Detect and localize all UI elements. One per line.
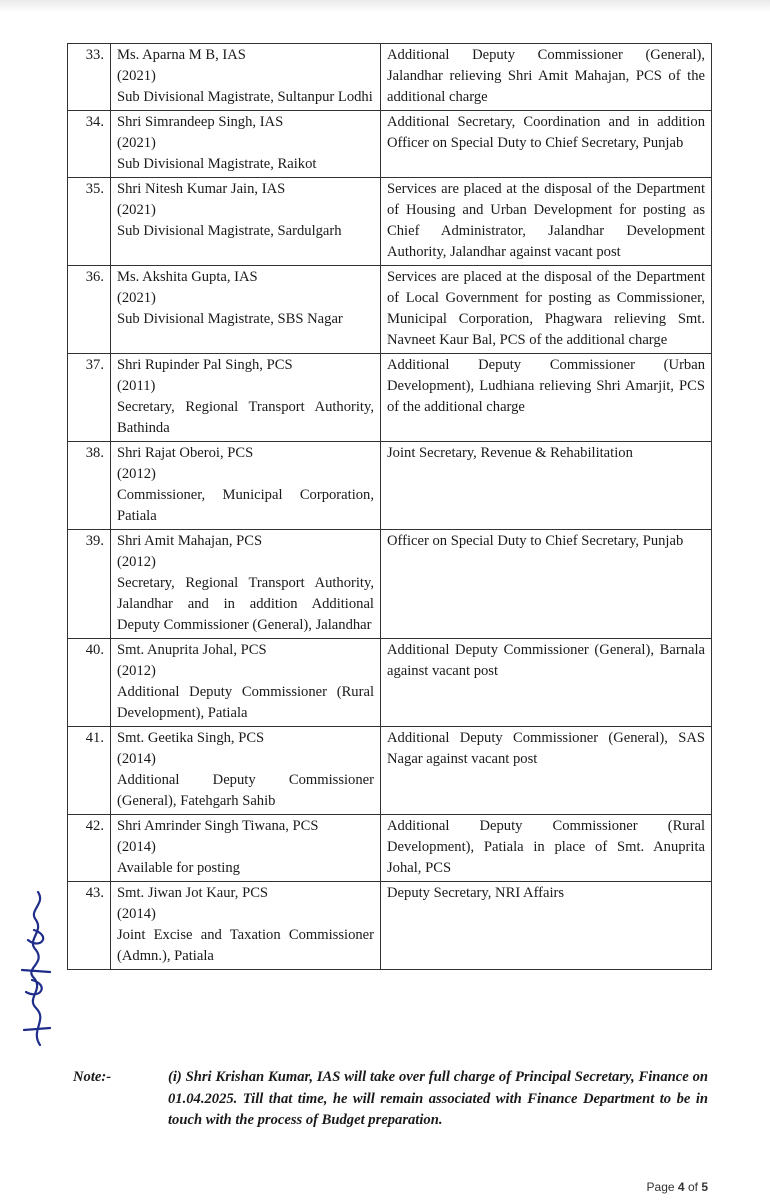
table-row xyxy=(68,442,712,530)
serial-number: 41. xyxy=(68,727,111,815)
current-posting: Commissioner, Municipal Corporation, Patiala xyxy=(117,487,374,524)
officer-batch-year: (2014) xyxy=(117,839,156,855)
new-posting: Additional Secretary, Coordination and in addition Officer on Special Duty to Chief Secretary, Punjab xyxy=(381,111,712,178)
officer-name: Ms. Akshita Gupta, IAS xyxy=(117,269,258,285)
officer-batch-year: (2014) xyxy=(117,751,156,767)
officer-name: Shri Rajat Oberoi, PCS xyxy=(117,445,254,461)
current-posting: Available for posting xyxy=(117,860,240,876)
officer-batch-year: (2021) xyxy=(117,202,156,218)
new-posting: Officer on Special Duty to Chief Secretary, Punjab xyxy=(381,530,712,639)
current-posting: Joint Excise and Taxation Commissioner (Admn.), Patiala xyxy=(117,927,374,964)
page-prefix: Page xyxy=(646,1180,675,1194)
table-row xyxy=(68,639,712,727)
officer-name: Shri Amit Mahajan, PCS xyxy=(117,533,263,549)
table-row xyxy=(68,111,712,178)
serial-number: 40. xyxy=(68,639,111,727)
officer-name: Shri Amrinder Singh Tiwana, PCS xyxy=(117,818,319,834)
officer-name: Shri Rupinder Pal Singh, PCS xyxy=(117,357,293,373)
new-posting: Additional Deputy Commissioner (Urban Development), Ludhiana relieving Shri Amarjit, PCS of the additional charge xyxy=(381,354,712,442)
officer-batch-year: (2021) xyxy=(117,68,156,84)
serial-number: 37. xyxy=(68,354,111,442)
page-total: 5 xyxy=(701,1180,708,1194)
current-posting: Sub Divisional Magistrate, SBS Nagar xyxy=(117,311,343,327)
officer-name: Smt. Geetika Singh, PCS xyxy=(117,730,265,746)
serial-number: 39. xyxy=(68,530,111,639)
new-posting: Additional Deputy Commissioner (General), SAS Nagar against vacant post xyxy=(381,727,712,815)
officer-batch-year: (2012) xyxy=(117,554,156,570)
officer-cell xyxy=(111,111,381,178)
officer-name: Ms. Aparna M B, IAS xyxy=(117,47,246,63)
serial-number: 35. xyxy=(68,178,111,266)
new-posting: Additional Deputy Commissioner (General), Barnala against vacant post xyxy=(381,639,712,727)
new-posting: Deputy Secretary, NRI Affairs xyxy=(381,882,712,970)
scan-edge-shadow xyxy=(0,0,770,12)
table-row xyxy=(68,530,712,639)
officer-cell xyxy=(111,815,381,882)
officer-batch-year: (2021) xyxy=(117,290,156,306)
table-row xyxy=(68,882,712,970)
new-posting: Joint Secretary, Revenue & Rehabilitation xyxy=(381,442,712,530)
officer-cell xyxy=(111,266,381,354)
officer-batch-year: (2014) xyxy=(117,906,156,922)
officer-cell xyxy=(111,354,381,442)
handwritten-signature xyxy=(10,880,60,1050)
serial-number: 43. xyxy=(68,882,111,970)
officer-cell xyxy=(111,882,381,970)
table-row xyxy=(68,727,712,815)
new-posting: Services are placed at the disposal of the Department of Housing and Urban Development for posting as Chief Administrator, Jalandhar Development Authority, Jalandhar against vacant post xyxy=(381,178,712,266)
officer-cell xyxy=(111,44,381,111)
serial-number: 42. xyxy=(68,815,111,882)
officer-cell xyxy=(111,639,381,727)
new-posting: Services are placed at the disposal of the Department of Local Government for posting as Commissioner, Municipal Corporation, Phagwara relieving Smt. Navneet Kaur Bal, PCS of the additional charge xyxy=(381,266,712,354)
officer-name: Shri Nitesh Kumar Jain, IAS xyxy=(117,181,286,197)
serial-number: 36. xyxy=(68,266,111,354)
current-posting: Secretary, Regional Transport Authority, Jalandhar and in addition Additional Deputy Commissioner (General), Jalandhar xyxy=(117,575,374,633)
note-text: (i) Shri Krishan Kumar, IAS will take over full charge of Principal Secretary, Finance on 01.04.2025. Till that time, he will remain associated with Finance Department to be in touch with the process of Budget preparation. xyxy=(168,1069,708,1128)
officer-batch-year: (2021) xyxy=(117,135,156,151)
officer-name: Shri Simrandeep Singh, IAS xyxy=(117,114,284,130)
table-row xyxy=(68,266,712,354)
current-posting: Sub Divisional Magistrate, Sardulgarh xyxy=(117,223,342,239)
serial-number: 34. xyxy=(68,111,111,178)
page-current: 4 xyxy=(677,1180,685,1194)
officer-batch-year: (2011) xyxy=(117,378,156,394)
serial-number: 38. xyxy=(68,442,111,530)
officer-name: Smt. Anuprita Johal, PCS xyxy=(117,642,267,658)
table-row xyxy=(68,44,712,111)
current-posting: Sub Divisional Magistrate, Raikot xyxy=(117,156,317,172)
current-posting: Additional Deputy Commissioner (Rural Development), Patiala xyxy=(117,684,374,721)
officer-cell xyxy=(111,178,381,266)
posting-orders-table xyxy=(67,43,712,970)
table-row xyxy=(68,815,712,882)
table-row xyxy=(68,354,712,442)
current-posting: Sub Divisional Magistrate, Sultanpur Lodhi xyxy=(117,89,373,105)
officer-batch-year: (2012) xyxy=(117,466,156,482)
new-posting: Additional Deputy Commissioner (General), Jalandhar relieving Shri Amit Mahajan, PCS of the additional charge xyxy=(381,44,712,111)
note-label: Note:- xyxy=(73,1069,112,1085)
officer-cell xyxy=(111,442,381,530)
officer-name: Smt. Jiwan Jot Kaur, PCS xyxy=(117,885,269,901)
current-posting: Secretary, Regional Transport Authority, Bathinda xyxy=(117,399,374,436)
page-number xyxy=(647,1180,708,1194)
table-row xyxy=(68,178,712,266)
officer-cell xyxy=(111,727,381,815)
current-posting: Additional Deputy Commissioner (General), Fatehgarh Sahib xyxy=(117,772,374,809)
new-posting: Additional Deputy Commissioner (Rural Development), Patiala in place of Smt. Anuprita Johal, PCS xyxy=(381,815,712,882)
serial-number: 33. xyxy=(68,44,111,111)
officer-cell xyxy=(111,530,381,639)
page-of: of xyxy=(687,1180,698,1194)
officer-batch-year: (2012) xyxy=(117,663,156,679)
